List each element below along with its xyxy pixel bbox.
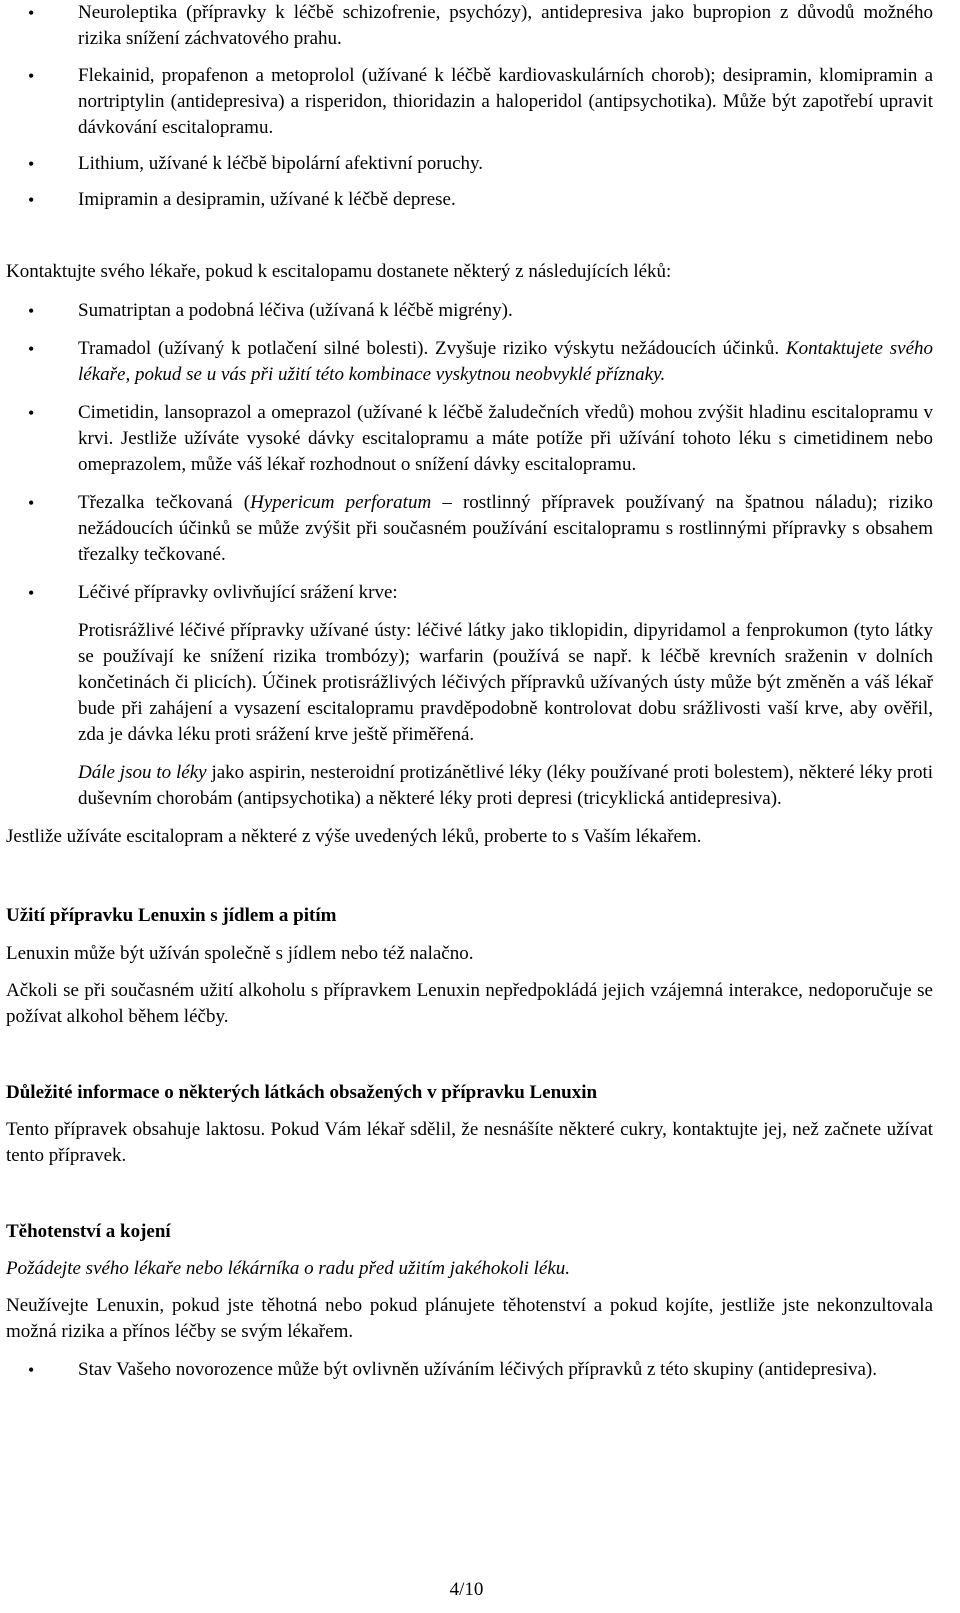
list-item xyxy=(6,580,933,606)
bullet-icon: • xyxy=(28,1360,35,1380)
list-item xyxy=(6,400,933,478)
list-item xyxy=(6,336,933,388)
bullet-icon: • xyxy=(28,301,35,321)
document-page xyxy=(6,0,933,1383)
italic-lead: Dále jsou to léky xyxy=(78,762,207,783)
list-item xyxy=(6,63,933,141)
contact-intro: Kontaktujte svého lékaře, pokud k escitalopamu dostanete některý z následujících léků: xyxy=(6,261,672,282)
section-heading-pregnancy: Těhotenství a kojení xyxy=(6,1221,171,1242)
bullet-icon: • xyxy=(28,339,35,359)
list-item-text: Flekainid, propafenon a metoprolol (užívané k léčbě kardiovaskulárních chorob); desipramin, klomipramin a nortriptylin (antidepresiva) a risperidon, thioridazin a haloperidol (antipsychotika). Může být zapotřebí upravit dávkování escitalopramu. xyxy=(78,65,933,138)
food-paragraph-2: Ačkoli se při současném užití alkoholu s přípravkem Lenuxin nepředpokládá jejich vzájemná interakce, nedoporučuje se požívat alkohol během léčby. xyxy=(6,980,933,1027)
interaction-list-2 xyxy=(6,298,933,606)
bullet-icon: • xyxy=(28,3,35,23)
section-heading-food: Užití přípravku Lenuxin s jídlem a pitím xyxy=(6,905,337,926)
list-item-italic-text: Kontaktujete svého lékaře, pokud se u vás při užití této kombinace vyskytnou neobvyklé příznaky. xyxy=(78,338,933,385)
list-item xyxy=(6,1357,933,1383)
closing-paragraph: Jestliže užíváte escitalopram a některé z výše uvedených léků, proberte to s Vaším lékařem. xyxy=(6,826,702,847)
pregnancy-list xyxy=(6,1357,933,1383)
list-item-text: Imipramin a desipramin, užívané k léčbě deprese. xyxy=(78,189,456,210)
list-item-text: Léčivé přípravky ovlivňující srážení krve: xyxy=(78,582,398,603)
list-item xyxy=(6,490,933,568)
list-item-text: Třezalka tečkovaná ( xyxy=(78,492,251,513)
list-item-text: – rostlinný přípravek používaný na špatnou náladu); riziko nežádoucích účinků se může zvýšit při současném používání escitalopramu s rostlinnými přípravky s obsahem třezalky tečkované. xyxy=(78,492,933,565)
anticoagulant-paragraph: Protisrážlivé léčivé přípravky užívané ústy: léčivé látky jako tiklopidin, dipyridamol a fenprokumon (tyto látky se používají ke snížení rizika trombózy); warfarin (používá se např. k léčbě krevních sraženin v dolních končetinách či plicích). Účinek protisrážlivých léčivých přípravků užívaných ústy může být změněn a váš lékař bude při zahájení a vysazení escitalopramu pravděpodobně kontrolovat dobu srážlivosti vaší krve, aby ověřil, zda je dávka léku proti srážení krve ještě přiměřená. xyxy=(78,620,933,745)
other-drugs-paragraph xyxy=(6,760,933,812)
important-paragraph: Tento přípravek obsahuje laktosu. Pokud Vám lékař sdělil, že nesnášíte některé cukry, kontaktujte jej, než začnete užívat tento přípravek. xyxy=(6,1119,933,1166)
bullet-icon: • xyxy=(28,66,35,86)
pregnancy-italic-advice: Požádejte svého lékaře nebo lékárníka o radu před užitím jakéhokoli léku. xyxy=(6,1258,571,1279)
list-item xyxy=(6,187,933,213)
list-item-text: Neuroleptika (přípravky k léčbě schizofrenie, psychózy), antidepresiva jako bupropion z důvodů možného rizika snížení záchvatového prahu. xyxy=(78,2,933,49)
list-item-text: Lithium, užívané k léčbě bipolární afektivní poruchy. xyxy=(78,153,484,174)
paragraph-text: jako aspirin, nesteroidní protizánětlivé léky (léky používané proti bolestem), některé léky proti duševním chorobám (antipsychotika) a některé léky proti depresi (tricyklická antidepresiva). xyxy=(78,762,933,809)
bullet-icon: • xyxy=(28,190,35,210)
list-item xyxy=(6,0,933,52)
list-item xyxy=(6,298,933,324)
list-item-text: Tramadol (užívaný k potlačení silné bolesti). Zvyšuje riziko výskytu nežádoucích účinků. xyxy=(78,338,780,359)
list-item xyxy=(6,151,933,177)
pregnancy-paragraph: Neužívejte Lenuxin, pokud jste těhotná nebo pokud plánujete těhotenství a pokud kojíte, jestliže jste nekonzultovala možná rizika a přínos léčby se svým lékařem. xyxy=(6,1295,933,1342)
list-item-text: Stav Vašeho novorozence může být ovlivněn užíváním léčivých přípravků z této skupiny (antidepresiva). xyxy=(78,1359,878,1380)
bullet-icon: • xyxy=(28,403,35,423)
list-item-text: Cimetidin, lansoprazol a omeprazol (užívané k léčbě žaludečních vředů) mohou zvýšit hladinu escitalopramu v krvi. Jestliže užíváte vysoké dávky escitalopramu a máte potíže při užívání tohoto léku s cimetidinem nebo omeprazolem, může váš lékař rozhodnout o snížení dávky escitalopramu. xyxy=(78,402,933,475)
bullet-icon: • xyxy=(28,583,35,603)
food-paragraph-1: Lenuxin může být užíván společně s jídlem nebo též nalačno. xyxy=(6,943,474,964)
bullet-icon: • xyxy=(28,154,35,174)
latin-name: Hypericum perforatum xyxy=(250,492,432,513)
page-number: 4/10 xyxy=(449,1579,484,1600)
bullet-icon: • xyxy=(28,493,35,513)
interaction-list-1 xyxy=(6,0,933,213)
list-item-text: Sumatriptan a podobná léčiva (užívaná k léčbě migrény). xyxy=(78,300,513,321)
section-heading-important: Důležité informace o některých látkách obsažených v přípravku Lenuxin xyxy=(6,1082,598,1103)
